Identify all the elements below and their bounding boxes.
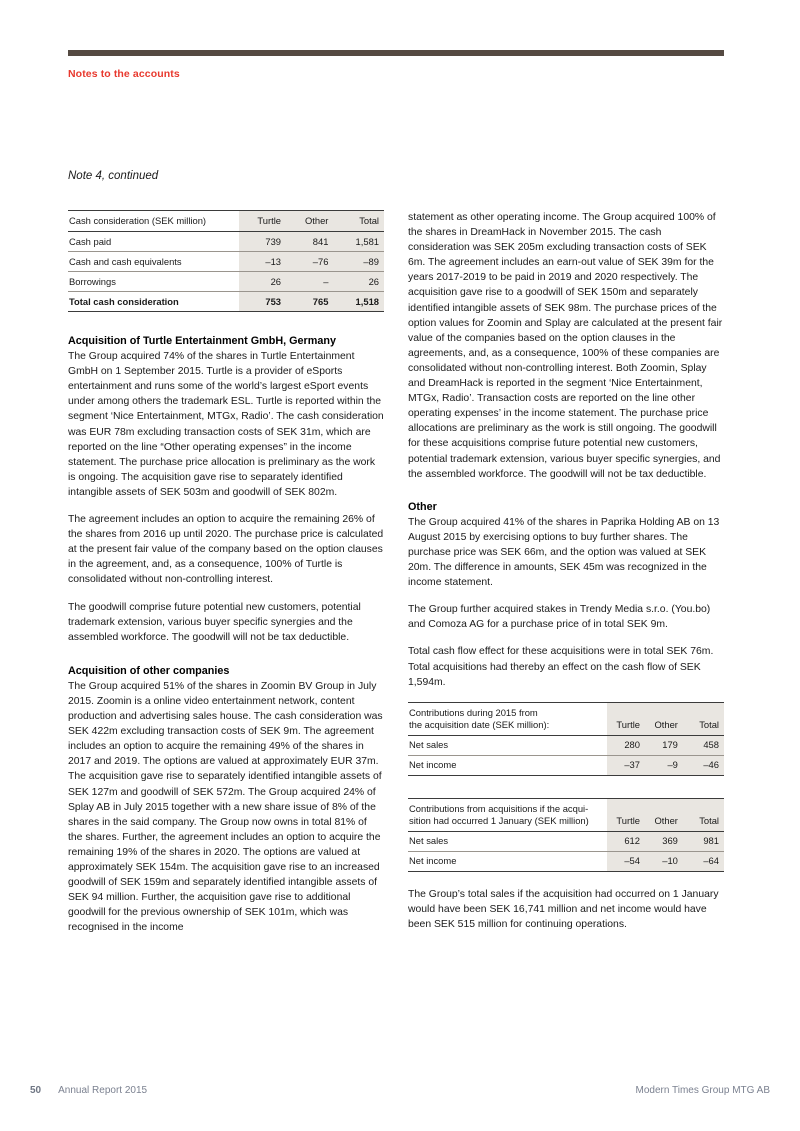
row-label: Borrowings — [68, 272, 239, 292]
paragraph-turtle-2: The agreement includes an option to acquire the remaining 26% of the shares from 2016 up until 2020. The purchase price is calculated at the present fair value of the company based on the option clauses in the agreement, and, as a consequence, 100% of Turtle is consolidated without non-controlling interest. — [68, 514, 384, 586]
table-row — [408, 851, 724, 871]
running-head: Notes to the accounts — [68, 68, 180, 80]
row-label: Cash and cash equivalents — [68, 252, 239, 272]
heading-other-companies: Acquisition of other companies — [68, 664, 230, 677]
paragraph-other-2: The Group further acquired stakes in Trendy Media s.r.o. (You.bo) and Comoza AG for a purchase price of in total SEK 9m. — [408, 604, 711, 631]
table-contributions-if-january — [408, 798, 724, 872]
table-header-row — [408, 702, 724, 735]
col-header-label-line2: sition had occurred 1 January (SEK million) — [409, 814, 589, 826]
cell-other: –9 — [645, 755, 683, 775]
cell-total: 1,518 — [333, 292, 384, 312]
cell-total: 458 — [683, 735, 724, 755]
col-header-label-line1: Contributions from acquisitions if the acqui- — [409, 802, 589, 814]
cell-turtle: 753 — [239, 292, 286, 312]
col-header-other: Other — [645, 702, 683, 735]
page-number: 50 — [30, 1085, 42, 1096]
table-row — [408, 755, 724, 775]
note-label: Note 4, continued — [68, 170, 159, 182]
col-header-total: Total — [683, 798, 724, 831]
header-rule — [68, 50, 724, 56]
table-row — [68, 252, 384, 272]
col-header-other: Other — [286, 211, 333, 232]
cell-turtle: –13 — [239, 252, 286, 272]
right-column — [408, 210, 724, 944]
cell-turtle: 26 — [239, 272, 286, 292]
cell-total: 26 — [333, 272, 384, 292]
table-contributions-during-2015 — [408, 702, 724, 776]
table-row — [408, 735, 724, 755]
table-row — [408, 831, 724, 851]
cell-other: 179 — [645, 735, 683, 755]
col-header-total: Total — [333, 211, 384, 232]
cell-turtle: –37 — [607, 755, 645, 775]
cell-other: 841 — [286, 232, 333, 252]
table-cash-consideration — [68, 210, 384, 312]
paragraph-other-1: The Group acquired 41% of the shares in Paprika Holding AB on 13 August 2015 by exercising options to buy further shares. The purchase price was SEK 66m, and the option was valued at SEK 20m. The difference in amounts, SEK 45m was recognized in the income statement. — [408, 516, 720, 589]
cell-total: –89 — [333, 252, 384, 272]
row-label: Net income — [408, 851, 607, 871]
cell-other: 765 — [286, 292, 333, 312]
paragraph-other-3: Total cash flow effect for these acquisitions were in total SEK 76m. Total acquisitions had thereby an effect on the cash flow of SEK 1,594m. — [408, 646, 714, 688]
cell-turtle: 612 — [607, 831, 645, 851]
paragraph-continued: statement as other operating income. The Group acquired 100% of the shares in DreamHack in November 2015. The cash consideration was SEK 205m excluding transaction costs of SEK 6m. The agreement includes an earn-out value of SEK 39m for the years 2017-2019 to be paid in 2019 and 2020 respectively. The acquisition gave rise to a goodwill of SEK 150m and separately identified intangible assets of SEK 98m. The purchase prices of the option values for Zoomin and Splay are calculated at the present fair value of the companies based on the option clauses in the agreements, and, as a consequence, 100% of these companies are consolidated without non-controlling interest. Both Zoomin, Splay and DreamHack is reported in the segment ‘Nice Entertainment, MTGx, Radio’. Transaction costs are reported on the line other operating expenses’ in the income statement. The purchase price allocations are preliminary as the work is still ongoing. The goodwill for these acquisitions comprise future potential new customers, potential trademark extension, various buyer specific synergies, and the assembled workforce. The goodwill will not be tax deductible. — [408, 212, 723, 480]
cell-other: 369 — [645, 831, 683, 851]
footer-report-title: Annual Report 2015 — [58, 1085, 148, 1096]
row-label: Net income — [408, 755, 607, 775]
paragraph-turtle-1: The Group acquired 74% of the shares in Turtle Entertainment GmbH on 1 September 2015. Turtle is a provider of eSports entertainment and runs some of the world’s largest eSport events under among others the trademark ESL. Turtle is reported within the segment ‘Nice Entertainment, MTGx, Radio’. The cash consideration was EUR 78m excluding transaction costs of SEK 31m, which are reported on the line “Other operating expenses” in the income statement. The purchase price allocation is preliminary as the work is ongoing. The acquisition gave rise to separately identified intangible assets of SEK 503m and goodwill of SEK 802m. — [68, 351, 384, 498]
paragraph-closing: The Group’s total sales if the acquisition had occurred on 1 January would have been SEK 16,741 million and net income would have been SEK 515 million for continuing operations. — [408, 888, 719, 930]
row-label: Net sales — [408, 831, 607, 851]
col-header-label — [408, 798, 607, 831]
table-header-row — [408, 798, 724, 831]
paragraph-other-companies: The Group acquired 51% of the shares in Zoomin BV Group in July 2015. Zoomin is a online video entertainment network, content production and advertising sales house. The cash consideration was SEK 422m excluding transaction costs of SEK 9m. The agreement includes an option to acquire the remaining 49% of the shares in 2017 and 2019. The options are valued at approximately EUR 37m. The acquisition gave rise to separately identified intangible assets of SEK 127m and goodwill of SEK 572m. The Group acquired 24% of Splay AB in July 2015 together with a new share issue of 8% of the shares in the said company. The Group now owns in total 81% of the shares. Further, the agreement includes an option to acquire the remaining 19% of the shares in 2020. The options are valued at approximately SEK 154m. The acquisition gave rise to an increased goodwill of SEK 159m and separately identified intangible assets of SEK 94 million. Further, the acquisition gave rise to additional goodwill for the previous ownership of SEK 101m, which was recognised in the income — [68, 680, 383, 934]
cell-turtle: 280 — [607, 735, 645, 755]
cell-total: 981 — [683, 831, 724, 851]
col-header-turtle: Turtle — [607, 702, 645, 735]
cell-total: –64 — [683, 851, 724, 871]
col-header-label-line1: Contributions during 2015 from — [409, 706, 538, 718]
col-header-turtle: Turtle — [239, 211, 286, 232]
cell-total: –46 — [683, 755, 724, 775]
col-header-label: Cash consideration (SEK million) — [68, 211, 239, 232]
col-header-total: Total — [683, 702, 724, 735]
footer-left — [30, 1085, 147, 1096]
table-total-row — [68, 292, 384, 312]
table-header-row — [68, 211, 384, 232]
cell-turtle: –54 — [607, 851, 645, 871]
row-label: Total cash consideration — [68, 292, 239, 312]
col-header-turtle: Turtle — [607, 798, 645, 831]
col-header-label — [408, 702, 607, 735]
left-column — [68, 210, 384, 947]
cell-turtle: 739 — [239, 232, 286, 252]
footer-company: Modern Times Group MTG AB — [635, 1085, 770, 1096]
heading-turtle-acquisition: Acquisition of Turtle Entertainment GmbH, Germany — [68, 335, 336, 347]
paragraph-turtle-3: The goodwill comprise future potential new customers, potential trademark extension, various buyer specific synergies and the assembled workforce. The goodwill will not be tax deductible. — [68, 601, 361, 643]
col-header-label-line2: the acquisition date (SEK million): — [409, 718, 550, 730]
row-label: Net sales — [408, 735, 607, 755]
table-row — [68, 232, 384, 252]
cell-total: 1,581 — [333, 232, 384, 252]
col-header-other: Other — [645, 798, 683, 831]
cell-other: – — [286, 272, 333, 292]
cell-other: –10 — [645, 851, 683, 871]
row-label: Cash paid — [68, 232, 239, 252]
cell-other: –76 — [286, 252, 333, 272]
table-row — [68, 272, 384, 292]
heading-other: Other — [408, 500, 437, 513]
